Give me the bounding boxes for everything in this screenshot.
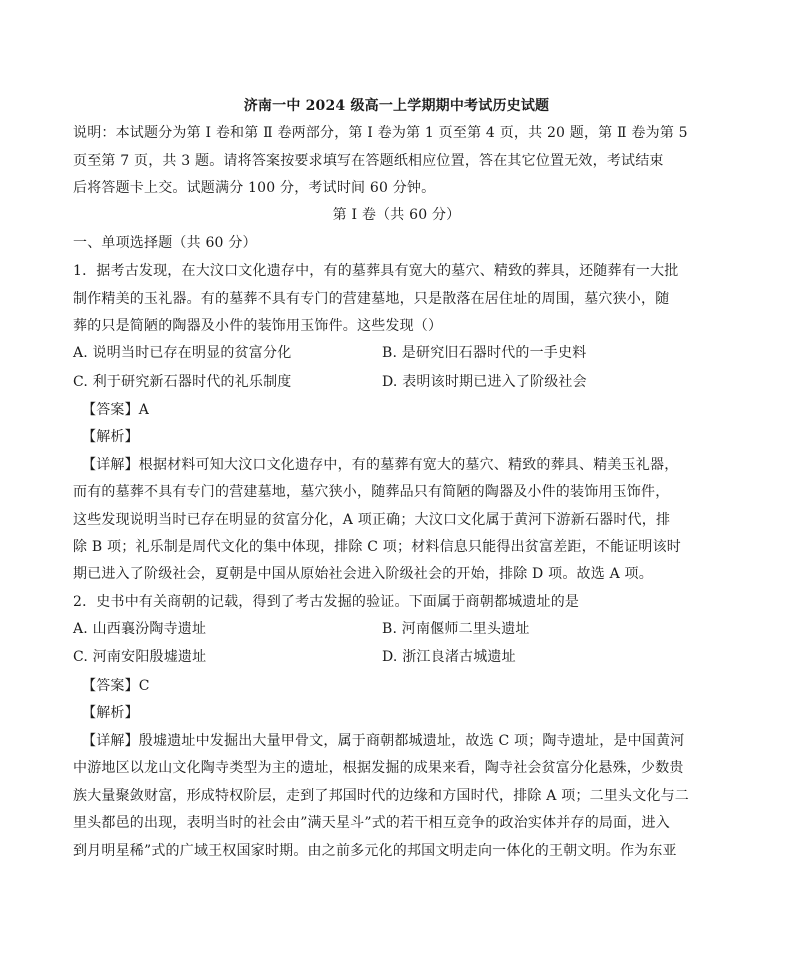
q1-option-b: B. 是研究旧石器时代的一手史料 xyxy=(382,345,587,361)
q1-option-c: C. 利于研究新石器时代的礼乐制度 xyxy=(73,374,292,390)
section-heading: 一、单项选择题（共 60 分） xyxy=(73,235,257,251)
q2-option-a: A. 山西襄汾陶寺遗址 xyxy=(73,621,207,637)
q1-stem-line-3: 葬的只是简陋的陶器及小件的装饰用玉饰件。这些发现（） xyxy=(73,318,443,334)
q1-detail-line-3: 这些发现说明当时已存在明显的贫富分化，A 项正确；大汶口文化属于黄河下游新石器时代，排 xyxy=(73,512,671,528)
q2-option-c: C. 河南安阳殷墟遗址 xyxy=(73,649,207,665)
q1-detail-line-5: 期已进入了阶级社会，夏朝是中国从原始社会进入阶级社会的开始，排除 D 项。故选 A 项。 xyxy=(73,566,653,582)
q1-answer: 【答案】A xyxy=(82,402,150,418)
q2-analysis-label: 【解析】 xyxy=(82,705,139,721)
q1-option-d: D. 表明该时期已进入了阶级社会 xyxy=(382,374,587,390)
q2-option-d: D. 浙江良渚古城遗址 xyxy=(382,649,516,665)
part1-heading: 第 Ⅰ 卷（共 60 分） xyxy=(332,207,461,223)
q1-stem-line-1: 1．据考古发现，在大汶口文化遗存中，有的墓葬具有宽大的墓穴、精致的葬具，还随葬有一大批 xyxy=(73,263,679,279)
q2-option-b: B. 河南偃师二里头遗址 xyxy=(382,621,530,637)
q1-detail-line-2: 而有的墓葬不具有专门的营建墓地，墓穴狭小，随葬品只有简陋的陶器及小件的装饰用玉饰件， xyxy=(73,484,670,500)
instruction-line-3: 后将答题卡上交。试题满分 100 分，考试时间 60 分钟。 xyxy=(73,180,436,196)
q2-stem-line-1: 2．史书中有关商朝的记载，得到了考古发掘的验证。下面属于商朝都城遗址的是 xyxy=(73,594,580,610)
instruction-line-2: 页至第 7 页，共 3 题。请将答案按要求填写在答题纸相应位置，答在其它位置无效，考试结束 xyxy=(73,153,664,169)
instruction-line-1: 说明：本试题分为第 Ⅰ 卷和第 Ⅱ 卷两部分，第 Ⅰ 卷为第 1 页至第 4 页，共 20 题，第 Ⅱ 卷为第 5 xyxy=(73,125,688,141)
q1-stem-line-2: 制作精美的玉礼器。有的墓葬不具有专门的营建墓地，只是散落在居住址的周围，墓穴狭小，随 xyxy=(73,291,670,307)
q2-answer: 【答案】C xyxy=(82,678,150,694)
q1-detail-line-4: 除 B 项；礼乐制是周代文化的集中体现，排除 C 项；材料信息只能得出贫富差距，不能证明该时 xyxy=(73,539,681,555)
q2-detail-line-3: 族大量聚敛财富，形成特权阶层，走到了邦国时代的边缘和方国时代，排除 A 项；二里头文化与二 xyxy=(73,788,690,804)
q2-detail-line-4: 里头都邑的出现，表明当时的社会由”满天星斗”式的若干相互竞争的政治实体并存的局面，进入 xyxy=(73,815,670,831)
q1-analysis-label: 【解析】 xyxy=(82,429,139,445)
q2-detail-line-1: 【详解】殷墟遗址中发掘出大量甲骨文，属于商朝都城遗址，故选 C 项；陶寺遗址，是中国黄河 xyxy=(82,733,685,749)
q1-option-a: A. 说明当时已存在明显的贫富分化 xyxy=(73,345,292,361)
q2-detail-line-5: 到月明星稀”式的广域王权国家时期。由之前多元化的邦国文明走向一体化的王朝文明。作为东亚 xyxy=(73,843,677,859)
q2-detail-line-2: 中游地区以龙山文化陶寺类型为主的遗址，根据发掘的成果来看，陶寺社会贫富分化悬殊，少数贵 xyxy=(73,760,684,776)
exam-title: 济南一中 2024 级高一上学期期中考试历史试题 xyxy=(243,98,550,114)
q1-detail-line-1: 【详解】根据材料可知大汶口文化遗存中，有的墓葬有宽大的墓穴、精致的葬具、精美玉礼器， xyxy=(82,457,679,473)
